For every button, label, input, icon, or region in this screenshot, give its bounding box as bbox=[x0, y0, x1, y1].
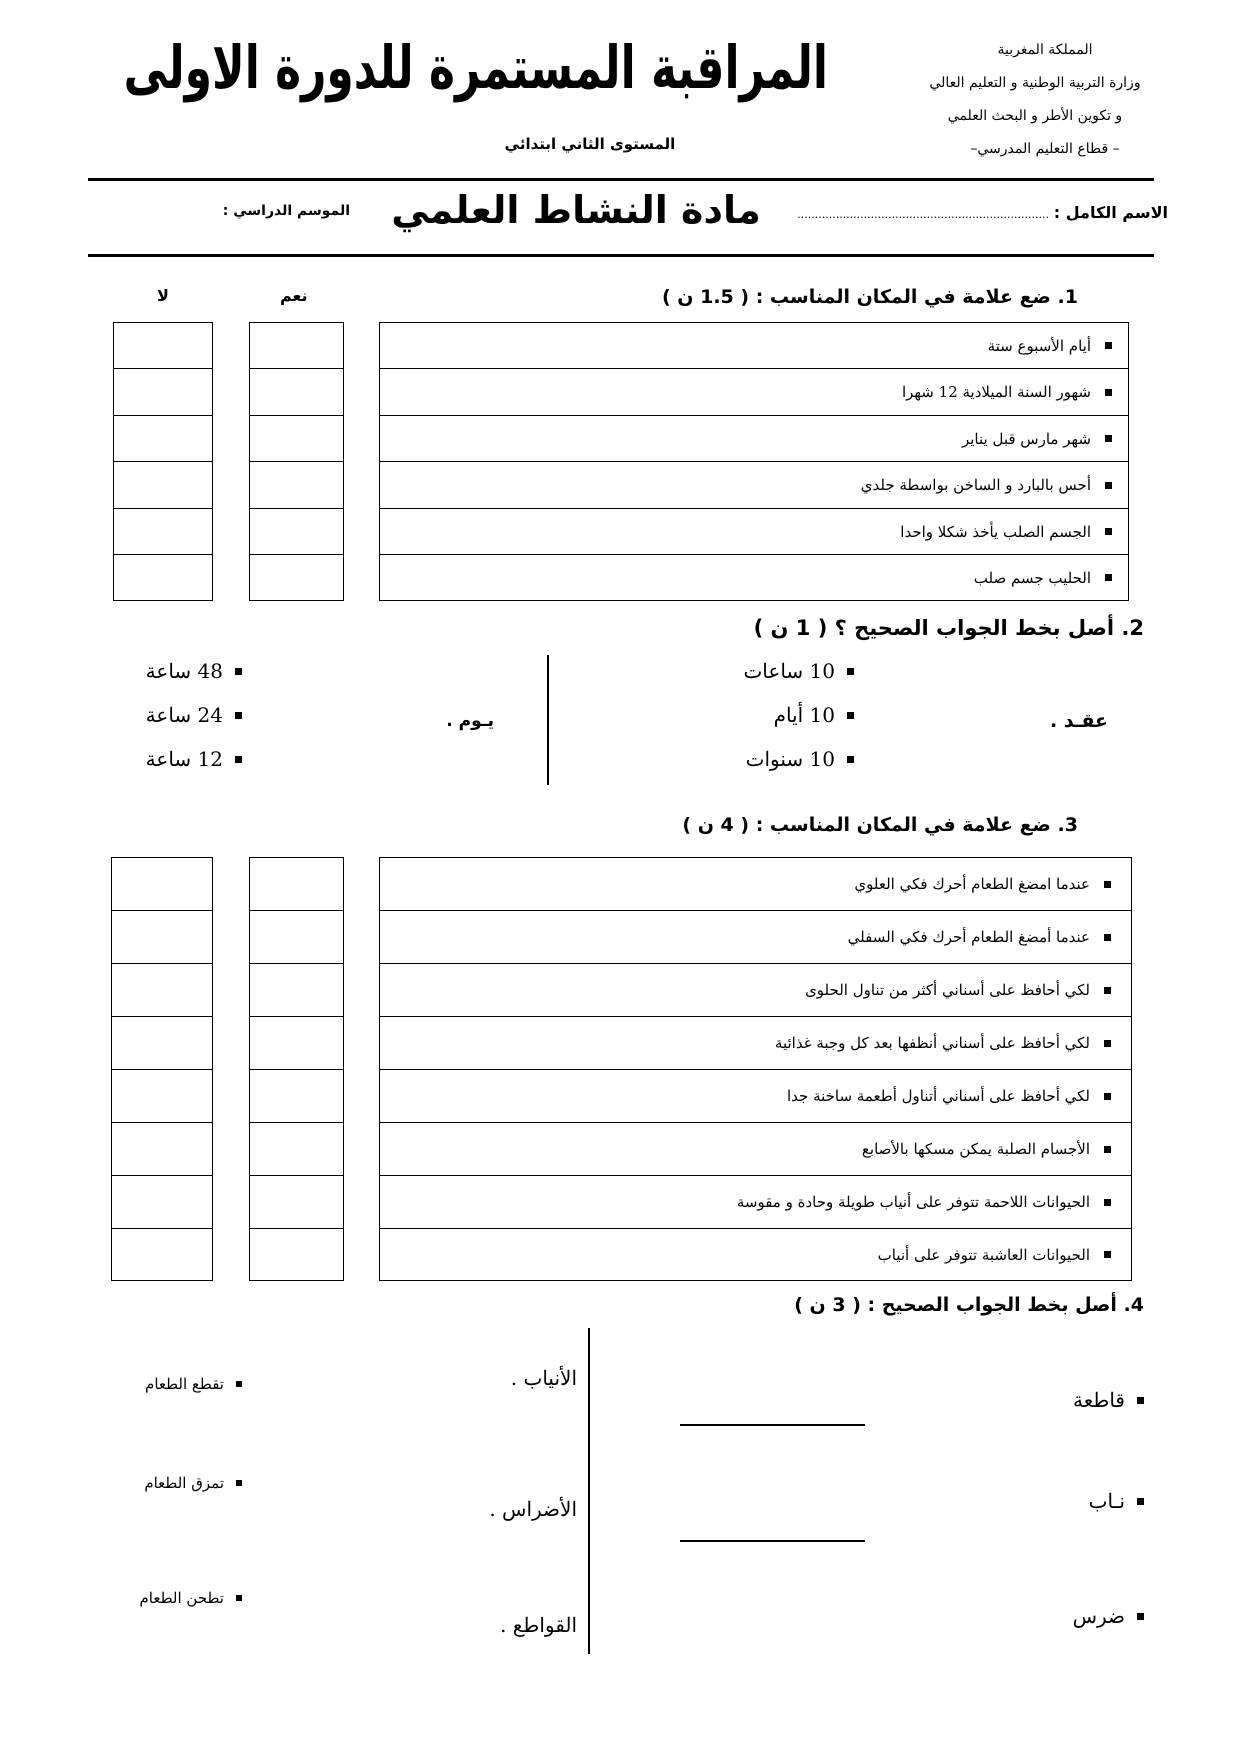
table-row: عندما أمضغ الطعام أحرك فكي السفلي bbox=[380, 911, 1131, 964]
q3-no-checkbox[interactable] bbox=[112, 1017, 212, 1070]
q3-title: 3. ضع علامة في المكان المناسب : ( 4 ن ) bbox=[682, 814, 1078, 836]
answer-line[interactable] bbox=[680, 1424, 865, 1426]
name-dots: ........................................................................ bbox=[797, 208, 1049, 221]
q2-option[interactable]: 10 أيام bbox=[774, 703, 854, 727]
q3-no-checkbox[interactable] bbox=[112, 858, 212, 911]
q2-term-day: يـوم . bbox=[446, 711, 494, 731]
q2-option[interactable]: 24 ساعة bbox=[146, 703, 242, 727]
q2-term-decade: عقـد . bbox=[1050, 710, 1108, 732]
q4-tooth-item[interactable]: ضرس bbox=[1073, 1604, 1144, 1628]
answer-line[interactable] bbox=[680, 1540, 865, 1542]
q1-yes-checkbox[interactable] bbox=[250, 509, 343, 555]
q4-tooth-type: القواطع . bbox=[500, 1613, 577, 1637]
ministry-line-2: و تكوين الأطر و البحث العلمي bbox=[947, 108, 1123, 124]
q4-function[interactable]: تقطع الطعام bbox=[145, 1375, 242, 1393]
q1-no-checkbox[interactable] bbox=[114, 416, 212, 462]
q3-statements-table bbox=[379, 857, 1132, 1281]
q3-no-column bbox=[111, 857, 213, 1281]
q1-title: 1. ضع علامة في المكان المناسب : ( 1.5 ن ) bbox=[661, 286, 1078, 308]
q3-yes-checkbox[interactable] bbox=[250, 964, 343, 1017]
table-row: لكي أحافظ على أسناني أنظفها بعد كل وجبة غذائية bbox=[380, 1017, 1131, 1070]
q3-yes-checkbox[interactable] bbox=[250, 1123, 343, 1176]
q1-yes-checkbox[interactable] bbox=[250, 462, 343, 509]
table-row: الأجسام الصلبة يمكن مسكها بالأصابع bbox=[380, 1123, 1131, 1176]
table-row: شهور السنة الميلادية 12 شهرا bbox=[380, 369, 1128, 416]
q2-divider bbox=[547, 655, 549, 785]
exam-title: المراقبة المستمرة للدورة الاولى bbox=[123, 34, 828, 103]
q4-tooth-type: الأضراس . bbox=[489, 1497, 577, 1521]
q3-yes-checkbox[interactable] bbox=[250, 858, 343, 911]
q4-tooth-item[interactable]: قاطعة bbox=[1073, 1388, 1144, 1412]
q3-yes-checkbox[interactable] bbox=[250, 1229, 343, 1280]
q3-yes-column bbox=[249, 857, 344, 1281]
q2-option[interactable]: 48 ساعة bbox=[146, 659, 242, 683]
table-row: لكي أحافظ على أسناني أكثر من تناول الحلوى bbox=[380, 964, 1131, 1017]
table-row: شهر مارس قبل يناير bbox=[380, 416, 1128, 462]
q4-title: 4. أصل بخط الجواب الصحيح : ( 3 ن ) bbox=[794, 1294, 1144, 1316]
q1-yes-column bbox=[249, 322, 344, 601]
q2-title: 2. أصل بخط الجواب الصحيح ؟ ( 1 ن ) bbox=[753, 616, 1144, 640]
name-label: الاسم الكامل : bbox=[1053, 203, 1168, 222]
q3-yes-checkbox[interactable] bbox=[250, 1017, 343, 1070]
q1-yes-header: نعم bbox=[280, 286, 308, 305]
q1-yes-checkbox[interactable] bbox=[250, 416, 343, 462]
q1-yes-checkbox[interactable] bbox=[250, 369, 343, 416]
q1-statements-table bbox=[379, 322, 1129, 601]
q3-no-checkbox[interactable] bbox=[112, 1123, 212, 1176]
country-name: المملكة المغربية bbox=[997, 42, 1093, 58]
header-top-rule bbox=[88, 178, 1154, 181]
q2-option[interactable]: 12 ساعة bbox=[146, 747, 242, 771]
q4-divider bbox=[588, 1328, 590, 1654]
level-label: المستوى الثاني ابتدائي bbox=[504, 135, 676, 153]
q1-yes-checkbox[interactable] bbox=[250, 555, 343, 600]
table-row: الحليب جسم صلب bbox=[380, 555, 1128, 600]
header-bottom-rule bbox=[88, 254, 1154, 257]
q1-yes-checkbox[interactable] bbox=[250, 323, 343, 369]
q1-no-checkbox[interactable] bbox=[114, 462, 212, 509]
q1-no-checkbox[interactable] bbox=[114, 369, 212, 416]
q3-no-checkbox[interactable] bbox=[112, 1176, 212, 1229]
q4-tooth-type: الأنياب . bbox=[510, 1366, 577, 1390]
table-row: الحيوانات العاشبة تتوفر على أنياب bbox=[380, 1229, 1131, 1280]
q3-no-checkbox[interactable] bbox=[112, 911, 212, 964]
ministry-line-1: وزارة التربية الوطنية و التعليم العالي bbox=[929, 75, 1141, 91]
q3-no-checkbox[interactable] bbox=[112, 1070, 212, 1123]
sector-name: – قطاع التعليم المدرسي– bbox=[970, 141, 1120, 157]
school-year-label: الموسم الدراسي : bbox=[222, 203, 350, 219]
q2-option[interactable]: 10 سنوات bbox=[746, 747, 854, 771]
table-row: الحيوانات اللاحمة تتوفر على أنياب طويلة وحادة و مقوسة bbox=[380, 1176, 1131, 1229]
subject-title: مادة النشاط العلمي bbox=[391, 188, 761, 232]
q4-tooth-item[interactable]: نـاب bbox=[1089, 1489, 1144, 1513]
q1-no-checkbox[interactable] bbox=[114, 509, 212, 555]
q1-no-checkbox[interactable] bbox=[114, 555, 212, 600]
q1-no-column bbox=[113, 322, 213, 601]
student-name-field[interactable] bbox=[797, 203, 1168, 222]
q3-no-checkbox[interactable] bbox=[112, 1229, 212, 1280]
q4-function[interactable]: تطحن الطعام bbox=[140, 1589, 243, 1607]
table-row: الجسم الصلب يأخذ شكلا واحدا bbox=[380, 509, 1128, 555]
table-row: أحس بالبارد و الساخن بواسطة جلدي bbox=[380, 462, 1128, 509]
q1-no-checkbox[interactable] bbox=[114, 323, 212, 369]
table-row: لكي أحافظ على أسناني أتناول أطعمة ساخنة جدا bbox=[380, 1070, 1131, 1123]
ministry-block bbox=[905, 34, 1165, 166]
q4-function[interactable]: تمزق الطعام bbox=[144, 1474, 242, 1492]
q3-yes-checkbox[interactable] bbox=[250, 1176, 343, 1229]
q3-no-checkbox[interactable] bbox=[112, 964, 212, 1017]
table-row: أيام الأسبوع ستة bbox=[380, 323, 1128, 369]
q1-no-header: لا bbox=[157, 286, 169, 305]
q3-yes-checkbox[interactable] bbox=[250, 911, 343, 964]
q3-yes-checkbox[interactable] bbox=[250, 1070, 343, 1123]
q2-option[interactable]: 10 ساعات bbox=[743, 659, 854, 683]
table-row: عندما امضغ الطعام أحرك فكي العلوي bbox=[380, 858, 1131, 911]
